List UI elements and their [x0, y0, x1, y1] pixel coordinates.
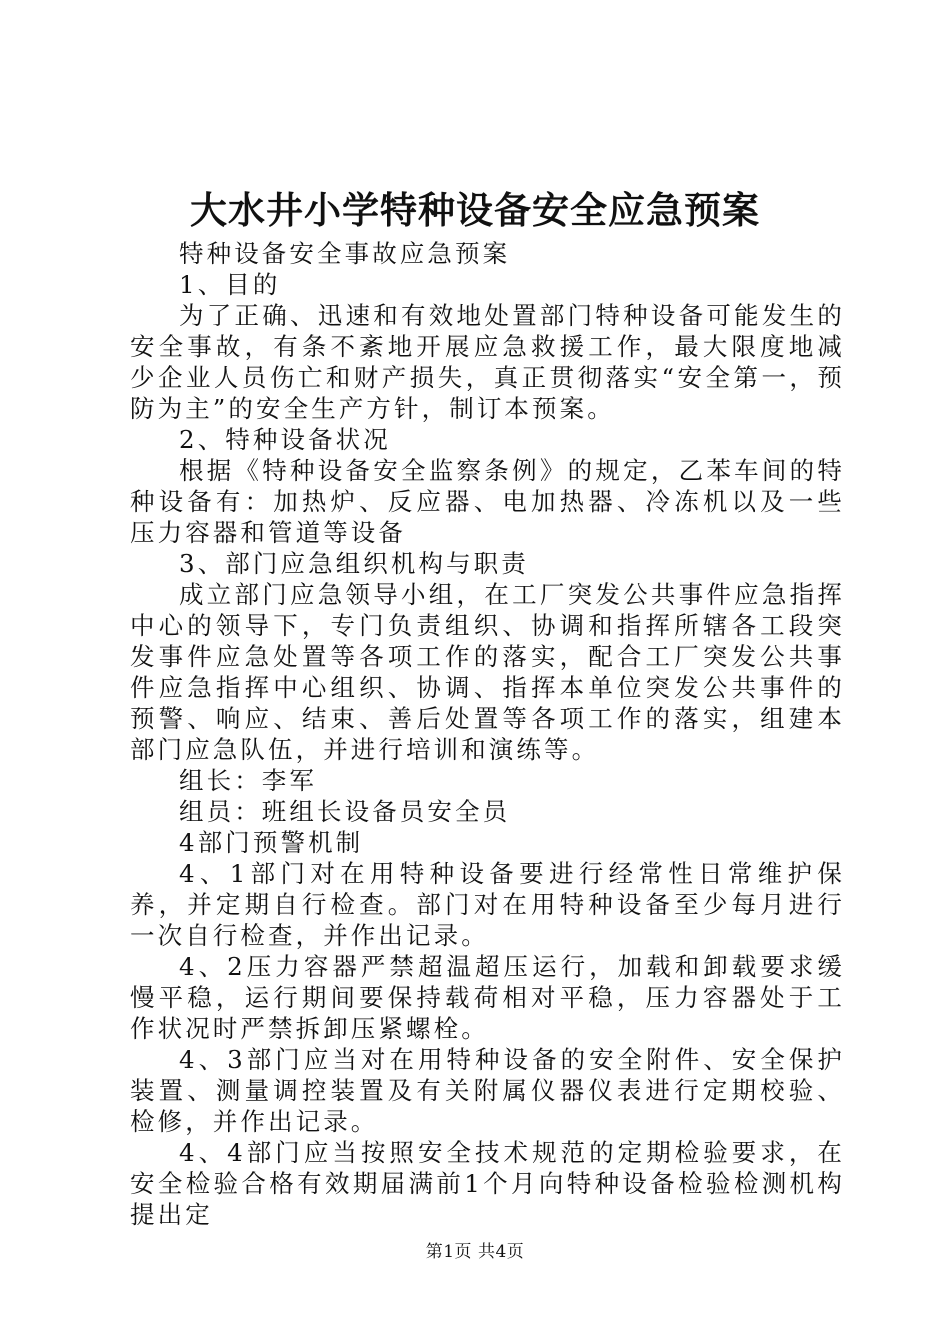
section-heading-equipment-status: 2、特种设备状况	[179, 425, 391, 454]
paragraph-leader: 组长：李军	[179, 766, 317, 795]
paragraph: 根据《特种设备安全监察条例》的规定，乙苯车间的特种设备有：加热炉、反应器、电加热器、冷冻机以及一些压力容器和管道等设备	[130, 456, 845, 547]
paragraph: 4、1部门对在用特种设备要进行经常性日常维护保养，并定期自行检查。部门对在用特种设备至少每月进行一次自行检查，并作出记录。	[130, 859, 845, 950]
section-heading-organization: 3、部门应急组织机构与职责	[179, 549, 529, 578]
document-title: 大水井小学特种设备安全应急预案	[190, 188, 760, 232]
paragraph: 4、3部门应当对在用特种设备的安全附件、安全保护装置、测量调控装置及有关附属仪器仪表进行定期校验、检修，并作出记录。	[130, 1045, 845, 1136]
page-footer: 第1页 共4页	[425, 1242, 525, 1262]
paragraph: 4、2压力容器严禁超温超压运行，加载和卸载要求缓慢平稳，运行期间要保持载荷相对平稳，压力容器处于工作状况时严禁拆卸压紧螺栓。	[130, 952, 845, 1043]
paragraph-members: 组员：班组长设备员安全员	[179, 797, 511, 826]
section-heading-warning: 4部门预警机制	[179, 828, 364, 857]
document-body	[130, 238, 845, 1230]
paragraph: 为了正确、迅速和有效地处置部门特种设备可能发生的安全事故，有条不紊地开展应急救援工作，最大限度地减少企业人员伤亡和财产损失，真正贯彻落实“安全第一，预防为主”的安全生产方针，制订本预案。	[130, 301, 845, 423]
section-heading-purpose: 1、目的	[179, 270, 281, 299]
paragraph: 4、4部门应当按照安全技术规范的定期检验要求，在安全检验合格有效期届满前1个月向特种设备检验检测机构提出定	[130, 1138, 845, 1229]
paragraph: 成立部门应急领导小组，在工厂突发公共事件应急指挥中心的领导下，专门负责组织、协调和指挥所辖各工段突发事件应急处置等各项工作的落实，配合工厂突发公共事件应急指挥中心组织、协调、指挥本单位突发公共事件的预警、响应、结束、善后处置等各项工作的落实，组建本部门应急队伍，并进行培训和演练等。	[130, 580, 845, 764]
paragraph-heading: 特种设备安全事故应急预案	[179, 239, 511, 268]
